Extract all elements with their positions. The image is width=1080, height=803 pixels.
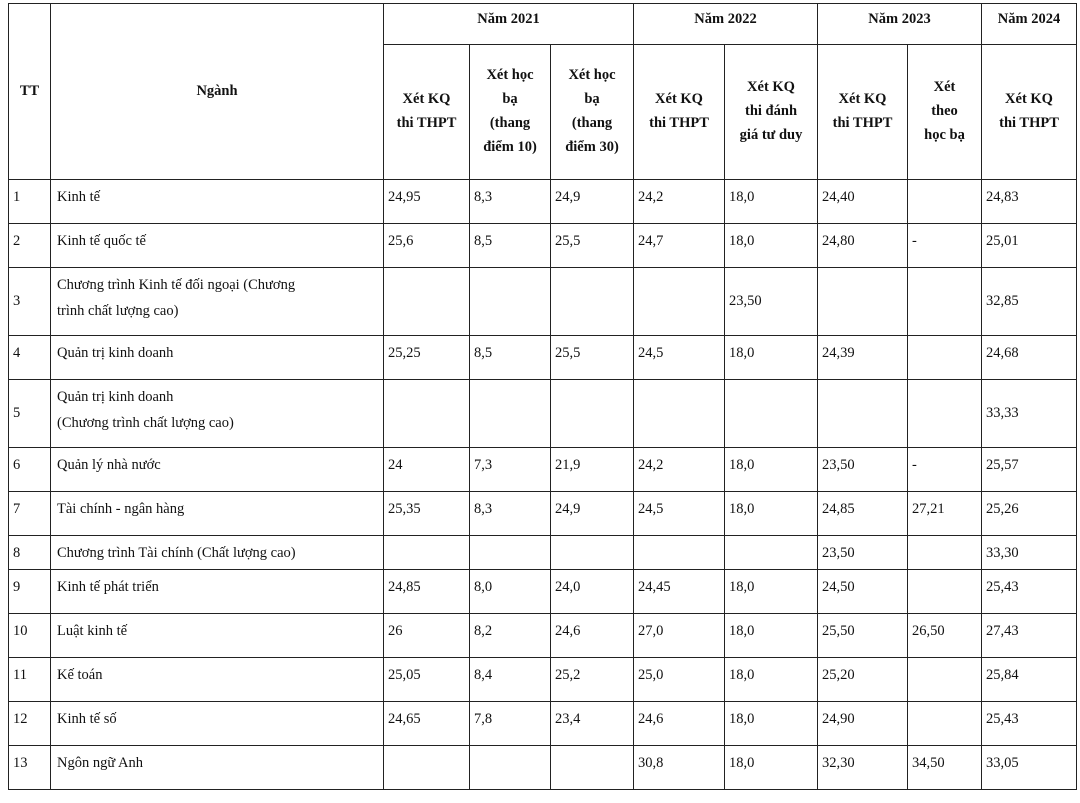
row-tt: 11 bbox=[9, 658, 51, 702]
subheader-line: điểm 10) bbox=[483, 138, 537, 155]
score-cell bbox=[551, 380, 634, 448]
row-tt: 1 bbox=[9, 180, 51, 224]
score-cell: 18,0 bbox=[725, 180, 818, 224]
score-cell: 27,21 bbox=[908, 492, 982, 536]
row-nganh bbox=[51, 658, 384, 702]
score-cell: 24,65 bbox=[384, 702, 470, 746]
score-cell bbox=[384, 268, 470, 336]
score-cell: 24,6 bbox=[551, 614, 634, 658]
score-cell bbox=[634, 380, 725, 448]
score-cell: 18,0 bbox=[725, 570, 818, 614]
score-cell: 7,3 bbox=[470, 448, 551, 492]
header-year-2022: Năm 2022 bbox=[634, 4, 818, 45]
subheader-line: Xét KQ bbox=[402, 91, 451, 108]
row-nganh bbox=[51, 336, 384, 380]
row-tt: 2 bbox=[9, 224, 51, 268]
row-nganh bbox=[51, 268, 384, 336]
score-cell: 24,5 bbox=[634, 336, 725, 380]
score-cell bbox=[725, 380, 818, 448]
nganh-line: Chương trình Kinh tế đối ngoại (Chương bbox=[57, 277, 296, 293]
score-cell: 33,30 bbox=[982, 536, 1077, 570]
score-cell: 24,85 bbox=[818, 492, 908, 536]
row-tt: 10 bbox=[9, 614, 51, 658]
row-nganh bbox=[51, 614, 384, 658]
score-cell: 25,84 bbox=[982, 658, 1077, 702]
score-cell: 24,50 bbox=[818, 570, 908, 614]
score-cell: 30,8 bbox=[634, 746, 725, 790]
nganh-line: Tài chính - ngân hàng bbox=[57, 501, 185, 517]
score-cell: 24,90 bbox=[818, 702, 908, 746]
score-cell: 25,43 bbox=[982, 570, 1077, 614]
subheader-cell bbox=[818, 45, 908, 180]
table-row bbox=[9, 614, 1077, 658]
table-row bbox=[9, 336, 1077, 380]
header-year-2024: Năm 2024 bbox=[982, 4, 1077, 45]
nganh-line: Kinh tế phát triển bbox=[57, 579, 159, 595]
score-cell bbox=[470, 536, 551, 570]
score-cell bbox=[634, 268, 725, 336]
header-tt: TT bbox=[9, 4, 51, 180]
score-cell: 26 bbox=[384, 614, 470, 658]
subheader-line: Xét bbox=[933, 79, 956, 96]
score-cell: 24,83 bbox=[982, 180, 1077, 224]
header-year-2021: Năm 2021 bbox=[384, 4, 634, 45]
score-cell bbox=[551, 746, 634, 790]
score-cell: 8,5 bbox=[470, 224, 551, 268]
row-nganh bbox=[51, 702, 384, 746]
row-tt: 6 bbox=[9, 448, 51, 492]
score-cell: 18,0 bbox=[725, 492, 818, 536]
subheader-line: Xét học bbox=[568, 67, 616, 84]
score-cell: 24,9 bbox=[551, 492, 634, 536]
score-cell: 34,50 bbox=[908, 746, 982, 790]
score-cell: 7,8 bbox=[470, 702, 551, 746]
score-cell: 24,40 bbox=[818, 180, 908, 224]
score-cell: 25,57 bbox=[982, 448, 1077, 492]
table-row bbox=[9, 658, 1077, 702]
score-cell bbox=[818, 380, 908, 448]
subheader-line: thi THPT bbox=[999, 115, 1059, 131]
subheader-line: Xét học bbox=[486, 67, 534, 84]
score-cell bbox=[818, 268, 908, 336]
subheader-line: thi THPT bbox=[649, 115, 709, 131]
row-nganh bbox=[51, 448, 384, 492]
score-cell bbox=[470, 746, 551, 790]
nganh-line: Quản trị kinh doanh bbox=[57, 345, 174, 361]
nganh-line: Chương trình Tài chính (Chất lượng cao) bbox=[57, 545, 296, 561]
subheader-line: thi đánh bbox=[745, 103, 798, 120]
score-cell: 24,9 bbox=[551, 180, 634, 224]
score-cell bbox=[908, 268, 982, 336]
score-cell: - bbox=[908, 224, 982, 268]
subheader-cell bbox=[384, 45, 470, 180]
nganh-line: Quản trị kinh doanh bbox=[57, 389, 174, 405]
table-row bbox=[9, 448, 1077, 492]
score-cell bbox=[725, 536, 818, 570]
subheader-line: học bạ bbox=[924, 126, 965, 143]
table-row bbox=[9, 746, 1077, 790]
subheader-line: điểm 30) bbox=[565, 138, 619, 155]
table-header bbox=[9, 4, 1077, 180]
subheader-line: theo bbox=[931, 103, 958, 120]
score-cell: 24,68 bbox=[982, 336, 1077, 380]
score-cell: 24,45 bbox=[634, 570, 725, 614]
subheader-cell bbox=[634, 45, 725, 180]
table-row bbox=[9, 180, 1077, 224]
subheader-cell bbox=[470, 45, 551, 180]
score-cell bbox=[908, 380, 982, 448]
admission-score-table bbox=[8, 3, 1077, 790]
score-cell: 25,26 bbox=[982, 492, 1077, 536]
nganh-line: Kinh tế số bbox=[57, 711, 117, 727]
score-cell: 18,0 bbox=[725, 448, 818, 492]
score-cell: 8,5 bbox=[470, 336, 551, 380]
score-cell: 24 bbox=[384, 448, 470, 492]
nganh-line: Luật kinh tế bbox=[57, 623, 128, 639]
subheader-cell bbox=[908, 45, 982, 180]
row-nganh bbox=[51, 536, 384, 570]
subheader-line: Xét KQ bbox=[838, 91, 887, 108]
score-cell bbox=[384, 536, 470, 570]
score-cell: 25,5 bbox=[551, 336, 634, 380]
score-cell: 23,50 bbox=[818, 536, 908, 570]
row-tt: 8 bbox=[9, 536, 51, 570]
score-cell: 18,0 bbox=[725, 658, 818, 702]
score-cell bbox=[908, 180, 982, 224]
score-cell: 24,80 bbox=[818, 224, 908, 268]
score-cell: 24,39 bbox=[818, 336, 908, 380]
score-cell: 24,2 bbox=[634, 180, 725, 224]
score-cell bbox=[470, 380, 551, 448]
row-tt: 12 bbox=[9, 702, 51, 746]
subheader-line: bạ bbox=[584, 91, 600, 108]
subheader-line: Xét KQ bbox=[1005, 91, 1053, 108]
table-row bbox=[9, 268, 1077, 336]
score-cell: 18,0 bbox=[725, 746, 818, 790]
score-cell bbox=[908, 336, 982, 380]
row-tt: 5 bbox=[9, 380, 51, 448]
score-cell: 27,43 bbox=[982, 614, 1077, 658]
score-cell: 25,0 bbox=[634, 658, 725, 702]
nganh-line: Kinh tế bbox=[57, 189, 101, 205]
table-row bbox=[9, 570, 1077, 614]
subheader-cell bbox=[551, 45, 634, 180]
row-nganh bbox=[51, 180, 384, 224]
subheader-cell bbox=[982, 45, 1077, 180]
score-cell: 32,30 bbox=[818, 746, 908, 790]
table-row bbox=[9, 224, 1077, 268]
nganh-line: Kinh tế quốc tế bbox=[57, 233, 146, 249]
subheader-cell bbox=[725, 45, 818, 180]
score-cell bbox=[908, 536, 982, 570]
score-cell: 25,35 bbox=[384, 492, 470, 536]
score-cell: 25,43 bbox=[982, 702, 1077, 746]
score-cell: 8,3 bbox=[470, 180, 551, 224]
score-cell: 25,01 bbox=[982, 224, 1077, 268]
subheader-line: giá tư duy bbox=[739, 126, 803, 143]
score-cell: 25,20 bbox=[818, 658, 908, 702]
row-nganh bbox=[51, 746, 384, 790]
subheader-line: (thang bbox=[489, 115, 531, 131]
nganh-line: (Chương trình chất lượng cao) bbox=[57, 415, 234, 432]
score-cell: 26,50 bbox=[908, 614, 982, 658]
score-cell: 23,50 bbox=[725, 268, 818, 336]
score-cell: 21,9 bbox=[551, 448, 634, 492]
row-tt: 7 bbox=[9, 492, 51, 536]
subheader-line: bạ bbox=[502, 91, 518, 108]
score-cell: 24,7 bbox=[634, 224, 725, 268]
score-cell: 25,6 bbox=[384, 224, 470, 268]
row-nganh bbox=[51, 570, 384, 614]
score-cell: 23,4 bbox=[551, 702, 634, 746]
score-cell: 18,0 bbox=[725, 702, 818, 746]
subheader-line: thi THPT bbox=[832, 115, 893, 131]
score-cell: 25,50 bbox=[818, 614, 908, 658]
score-cell bbox=[908, 658, 982, 702]
table-row bbox=[9, 702, 1077, 746]
row-nganh bbox=[51, 492, 384, 536]
score-cell: 18,0 bbox=[725, 336, 818, 380]
subheader-line: thi THPT bbox=[396, 115, 457, 131]
nganh-line: Kế toán bbox=[57, 667, 103, 683]
score-cell: 25,5 bbox=[551, 224, 634, 268]
row-tt: 13 bbox=[9, 746, 51, 790]
score-cell: 25,2 bbox=[551, 658, 634, 702]
table-row bbox=[9, 380, 1077, 448]
nganh-line: Quản lý nhà nước bbox=[57, 457, 161, 473]
score-cell bbox=[551, 536, 634, 570]
score-cell: 24,2 bbox=[634, 448, 725, 492]
score-cell: 27,0 bbox=[634, 614, 725, 658]
subheader-line: Xét KQ bbox=[747, 79, 795, 96]
score-cell: 18,0 bbox=[725, 614, 818, 658]
score-cell: 25,05 bbox=[384, 658, 470, 702]
score-cell: 18,0 bbox=[725, 224, 818, 268]
score-cell: 33,33 bbox=[982, 380, 1077, 448]
score-cell: 8,0 bbox=[470, 570, 551, 614]
row-tt: 4 bbox=[9, 336, 51, 380]
score-cell: 8,4 bbox=[470, 658, 551, 702]
subheader-line: Xét KQ bbox=[655, 91, 703, 108]
score-cell: - bbox=[908, 448, 982, 492]
score-cell: 24,85 bbox=[384, 570, 470, 614]
subheader-line: (thang bbox=[571, 115, 613, 131]
score-cell: 33,05 bbox=[982, 746, 1077, 790]
score-cell bbox=[634, 536, 725, 570]
score-cell: 24,6 bbox=[634, 702, 725, 746]
row-tt: 3 bbox=[9, 268, 51, 336]
table-body bbox=[9, 180, 1077, 790]
table-row bbox=[9, 492, 1077, 536]
score-cell: 8,3 bbox=[470, 492, 551, 536]
score-cell bbox=[908, 570, 982, 614]
score-cell bbox=[384, 380, 470, 448]
row-nganh bbox=[51, 380, 384, 448]
score-cell: 23,50 bbox=[818, 448, 908, 492]
score-cell: 24,95 bbox=[384, 180, 470, 224]
score-cell bbox=[470, 268, 551, 336]
nganh-line: trình chất lượng cao) bbox=[57, 303, 179, 320]
score-cell: 32,85 bbox=[982, 268, 1077, 336]
score-cell: 25,25 bbox=[384, 336, 470, 380]
table-row bbox=[9, 536, 1077, 570]
score-cell bbox=[908, 702, 982, 746]
nganh-line: Ngôn ngữ Anh bbox=[57, 755, 144, 771]
score-cell: 24,0 bbox=[551, 570, 634, 614]
header-nganh: Ngành bbox=[51, 4, 384, 180]
header-year-2023: Năm 2023 bbox=[818, 4, 982, 45]
score-cell bbox=[384, 746, 470, 790]
score-cell bbox=[551, 268, 634, 336]
row-nganh bbox=[51, 224, 384, 268]
score-cell: 24,5 bbox=[634, 492, 725, 536]
row-tt: 9 bbox=[9, 570, 51, 614]
score-cell: 8,2 bbox=[470, 614, 551, 658]
